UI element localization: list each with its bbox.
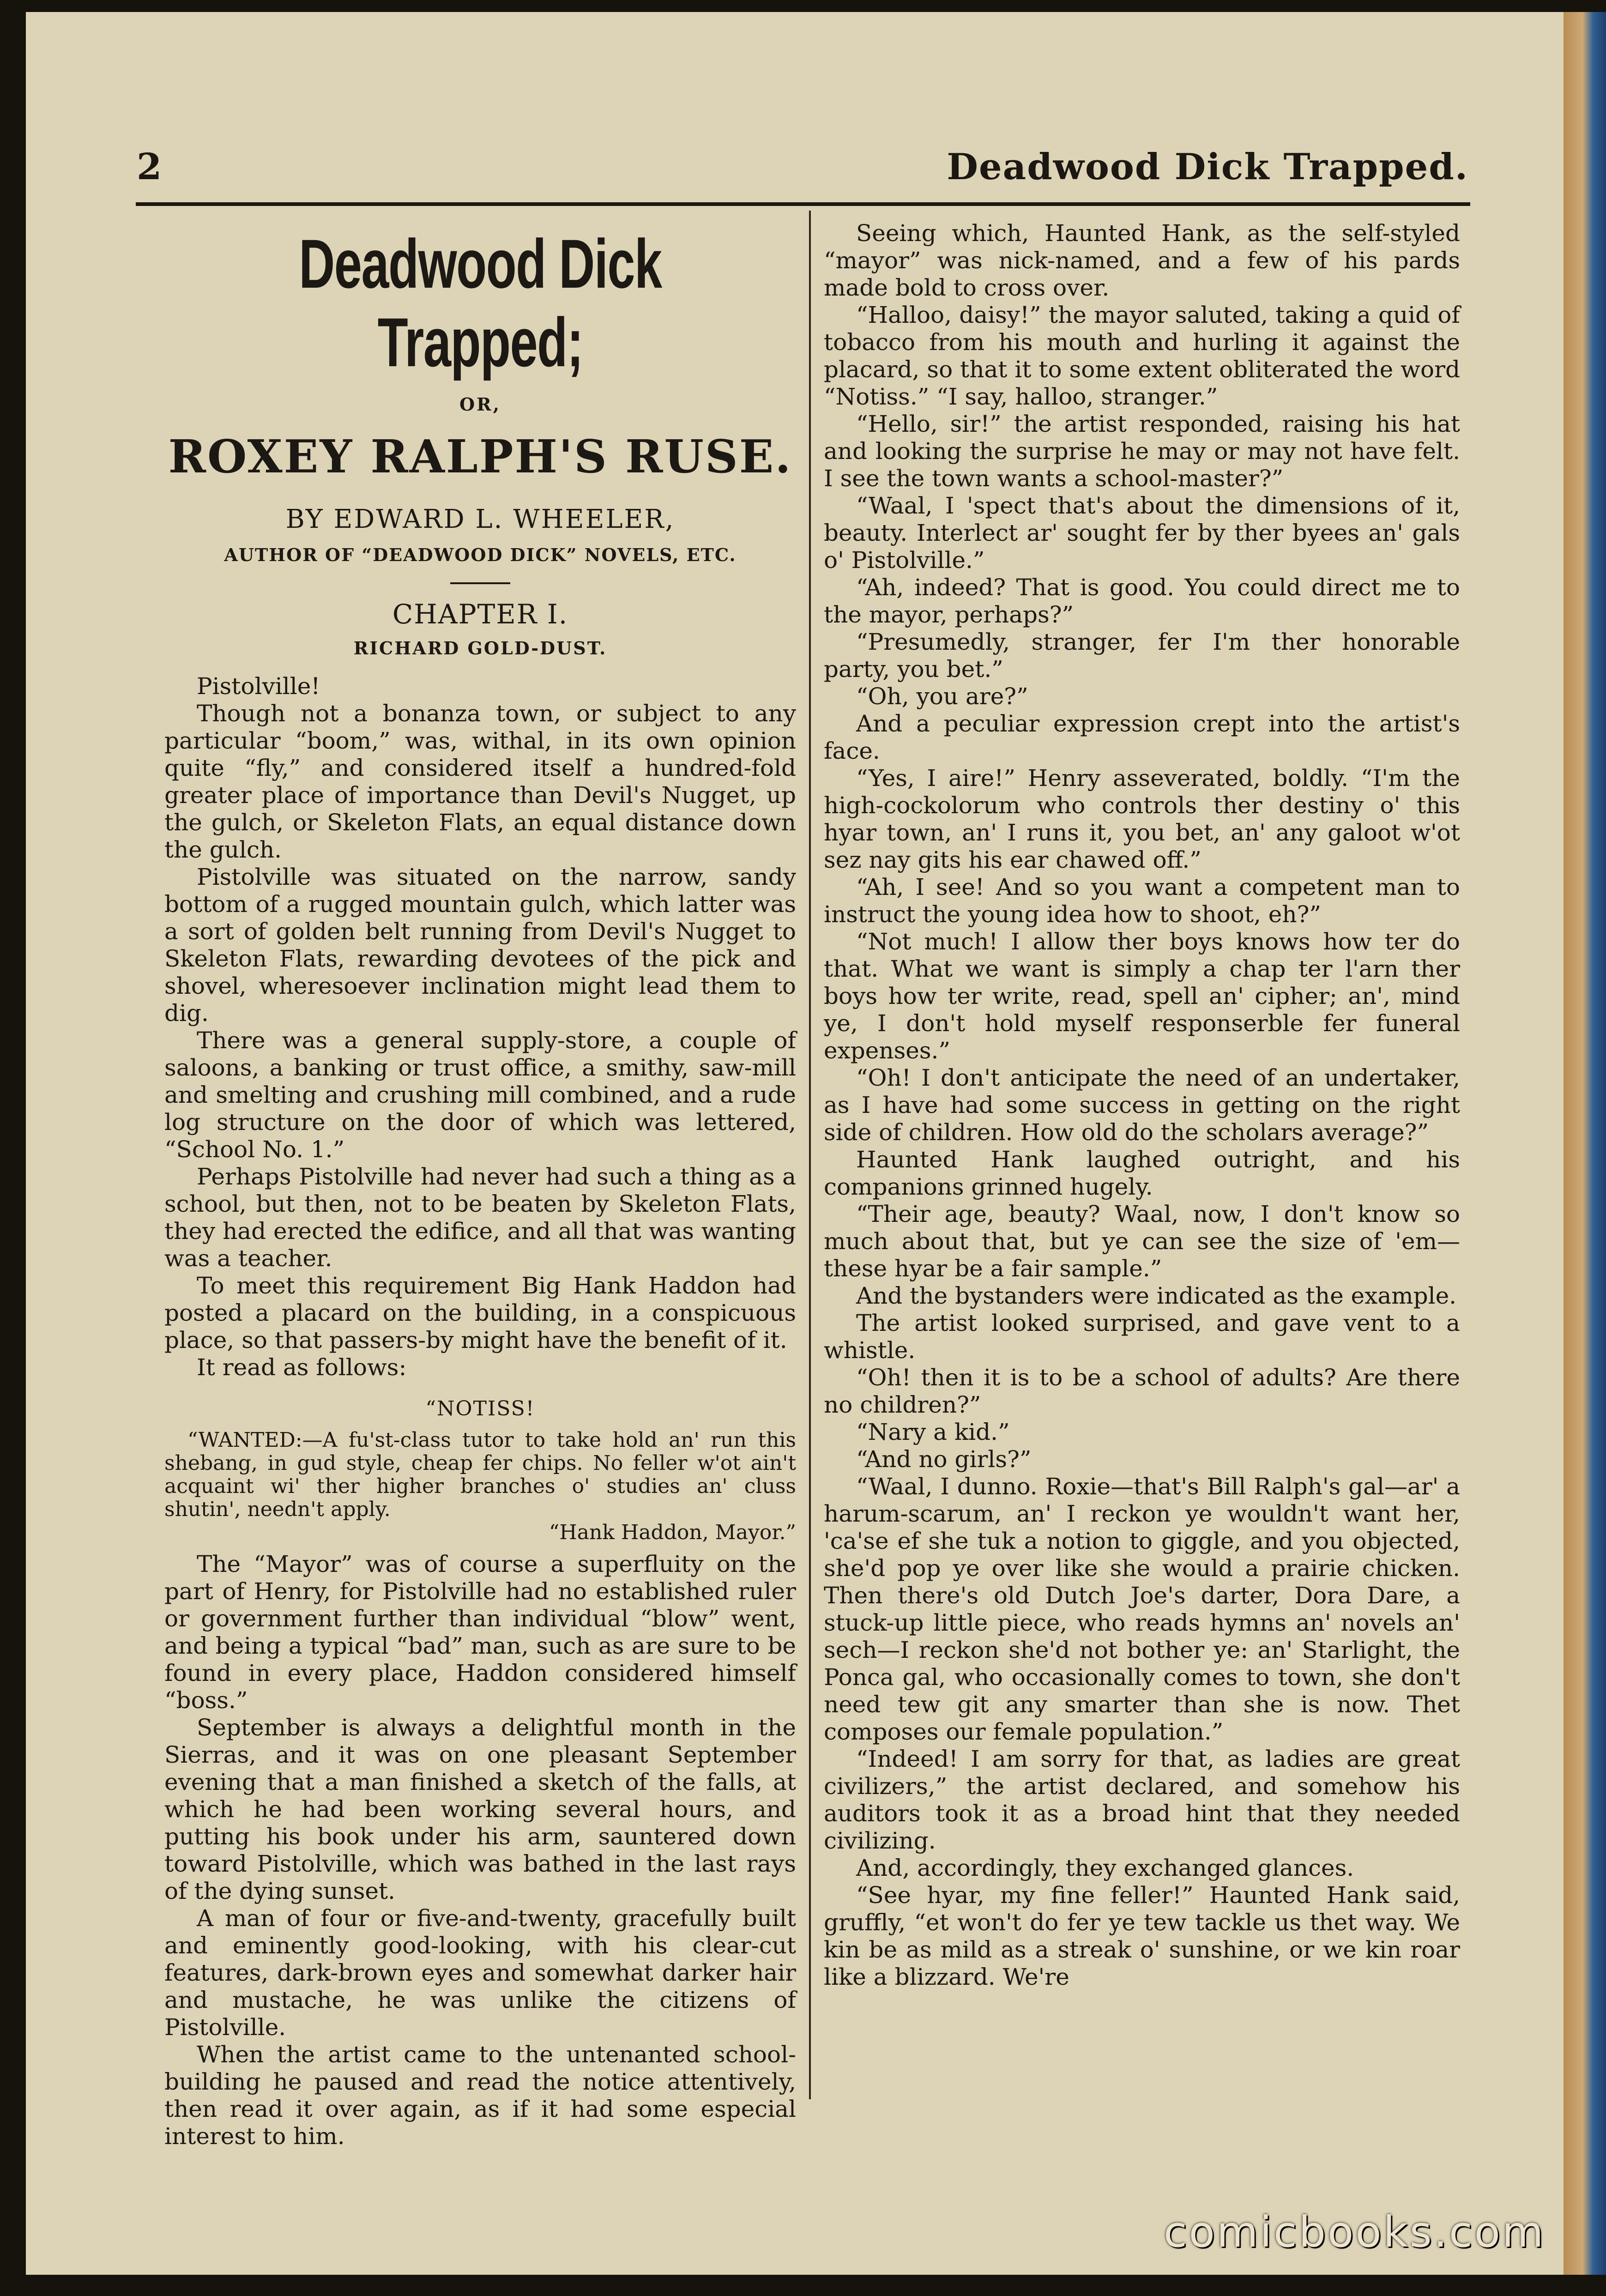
left-column xyxy=(164,215,796,2150)
paragraph: Pistolville! xyxy=(197,673,320,700)
paragraph: Perhaps Pistolville had never had such a thing as a school, but then, not to be beaten by Skeleton Flats, they had erected the edifice, and all that was wanting was a teacher. xyxy=(164,1163,796,1272)
paragraph: “Ah, indeed? That is good. You could direct me to the mayor, perhaps?” xyxy=(824,574,1460,628)
paragraph: “Presumedly, stranger, fer I'm ther honorable party, you bet.” xyxy=(824,628,1460,683)
paragraph: To meet this requirement Big Hank Haddon had posted a placard on the building, in a conspicuous place, so that passers-by might have the benefit of it. xyxy=(164,1272,796,1353)
short-rule xyxy=(450,582,510,584)
paragraph: “Ah, I see! And so you want a competent man to instruct the young idea how to shoot, eh?” xyxy=(824,874,1460,928)
story-subtitle: ROXEY RALPH'S RUSE. xyxy=(168,430,792,483)
paragraph: The “Mayor” was of course a superfluity on the part of Henry, for Pistolville had no established ruler or government further than individual “blow” went, and being a typical “bad” man, such as are sure to be found in every place, Haddon considered himself “boss.” xyxy=(164,1551,796,1714)
chapter-number: CHAPTER I. xyxy=(392,598,568,630)
watermark: comicbooks.com xyxy=(1164,2207,1546,2257)
title-or: OR, xyxy=(459,394,501,415)
right-column xyxy=(824,220,1460,1991)
page-number: 2 xyxy=(137,146,162,188)
paragraph: “Nary a kid.” xyxy=(856,1419,1010,1445)
paragraph: “And no girls?” xyxy=(856,1446,1032,1473)
paragraph: “See hyar, my fine feller!” Haunted Hank said, gruffly, “et won't do fer ye tew tackle us thet way. We kin be as mild as a streak o' sunshine, or we kin roar like a blizzard. We're xyxy=(824,1882,1460,1990)
binding-edge xyxy=(1564,12,1606,2275)
header-rule xyxy=(136,202,1470,206)
paragraph: The artist looked surprised, and gave vent to a whistle. xyxy=(824,1310,1460,1364)
paragraph: “Waal, I 'spect that's about the dimensions of it, beauty. Interlect ar' sought fer by ther byees an' gals o' Pistolville.” xyxy=(824,492,1460,574)
byline: BY EDWARD L. WHEELER, xyxy=(285,504,675,534)
paragraph: “Oh, you are?” xyxy=(856,683,1028,710)
paragraph: “Indeed! I am sorry for that, as ladies are great civilizers,” the artist declared, and somehow his auditors took it as a broad hint that they needed civilizing. xyxy=(824,1746,1460,1854)
paragraph: There was a general supply-store, a couple of saloons, a banking or trust office, a smithy, saw-mill and smelting and crushing mill combined, and a rude log structure on the door of which was lettered, “School No. 1.” xyxy=(164,1027,796,1163)
chapter-title: RICHARD GOLD-DUST. xyxy=(353,638,607,659)
paragraph: A man of four or five-and-twenty, gracefully built and eminently good-looking, with his clear-cut features, dark-brown eyes and somewhat darker hair and mustache, he was unlike the citizens of Pistolville. xyxy=(164,1905,796,2041)
paragraph: “Waal, I dunno. Roxie—that's Bill Ralph's gal—ar' a harum-scarum, an' I reckon ye wouldn't want her, 'ca'se ef she tuk a notion to giggle, and you objected, she'd pop ye over like she would a prairie chicken. Then there's old Dutch Joe's darter, Dora Dare, a stuck-up little piece, who reads hymns an' novels an' sech—I reckon she'd not bother ye: an' Starlight, the Ponca gal, who occasionally comes to town, she don't need tew git any smarter than she is now. Thet composes our female population.” xyxy=(824,1473,1460,1745)
paragraph: Though not a bonanza town, or subject to any particular “boom,” was, withal, in its own opinion quite “fly,” and considered itself a hundred-fold greater place of importance than Devil's Nugget, up the gulch, or Skeleton Flats, an equal distance down the gulch. xyxy=(164,700,796,863)
notice-block xyxy=(164,1429,796,1544)
paragraph: Pistolville was situated on the narrow, sandy bottom of a rugged mountain gulch, which latter was a sort of golden belt running from Devil's Nugget to Skeleton Flats, rewarding devotees of the pick and shovel, wheresoever inclination might lead them to dig. xyxy=(164,864,796,1027)
paragraph: “Oh! then it is to be a school of adults? Are there no children?” xyxy=(824,1364,1460,1418)
paragraph: “Yes, I aire!” Henry asseverated, boldly. “I'm the high-cockolorum who controls ther destiny o' this hyar town, an' I runs it, you bet, an' any galoot w'ot sez nay gits his ear chawed off.” xyxy=(824,765,1460,873)
running-title: Deadwood Dick Trapped. xyxy=(947,146,1468,188)
paragraph: It read as follows: xyxy=(197,1354,407,1381)
paragraph: “Not much! I allow ther boys knows how ter do that. What we want is simply a chap ter l'arn ther boys how ter write, read, spell an' cipher; an', mind ye, I don't hold myself responserble fer funeral expenses.” xyxy=(824,928,1460,1064)
paragraph: September is always a delightful month in the Sierras, and it was on one pleasant September evening that a man finished a sketch of the falls, at which he had been working several hours, and putting his book under his arm, sauntered down toward Pistolville, which was bathed in the last rays of the dying sunset. xyxy=(164,1714,796,1904)
paragraph: Seeing which, Haunted Hank, as the self-styled “mayor” was nick-named, and a few of his pards made bold to cross over. xyxy=(824,220,1460,301)
paragraph: When the artist came to the untenanted school-building he paused and read the notice attentively, then read it over again, as if it had some especial interest to him. xyxy=(164,2041,796,2150)
column-divider xyxy=(809,211,811,2099)
document-page xyxy=(26,12,1564,2275)
notice-signature: “Hank Haddon, Mayor.” xyxy=(549,1521,796,1544)
paragraph: “Hello, sir!” the artist responded, raising his hat and looking the surprise he may or may not have felt. I see the town wants a school-master?” xyxy=(824,411,1460,492)
paragraph: And the bystanders were indicated as the example. xyxy=(856,1282,1457,1309)
paragraph: “Oh! I don't anticipate the need of an undertaker, as I have had some success in getting on the right side of children. How old do the scholars average?” xyxy=(824,1064,1460,1146)
author-credit: AUTHOR OF “DEADWOOD DICK” NOVELS, ETC. xyxy=(224,544,737,565)
paragraph: “Their age, beauty? Waal, now, I don't know so much about that, but ye can see the size of 'em—these hyar be a fair sample.” xyxy=(824,1201,1460,1282)
notice-body: “WANTED:—A fu'st-class tutor to take hold an' run this shebang, in gud style, cheap fer chips. No feller w'ot ain't acquaint wi' ther higher branches o' studies an' cluss shutin', needn't apply. xyxy=(164,1428,796,1521)
paragraph: “Halloo, daisy!” the mayor saluted, taking a quid of tobacco from his mouth and hurling it against the placard, so that it to some extent obliterated the word “Notiss.” “I say, halloo, stranger.” xyxy=(824,302,1460,410)
story-title: Deadwood Dick Trapped; xyxy=(299,225,662,381)
paragraph: And a peculiar expression crept into the artist's face. xyxy=(824,710,1460,764)
paragraph: Haunted Hank laughed outright, and his companions grinned hugely. xyxy=(824,1146,1460,1200)
notice-heading: “NOTISS! xyxy=(425,1397,535,1420)
paragraph: And, accordingly, they exchanged glances. xyxy=(856,1855,1354,1881)
